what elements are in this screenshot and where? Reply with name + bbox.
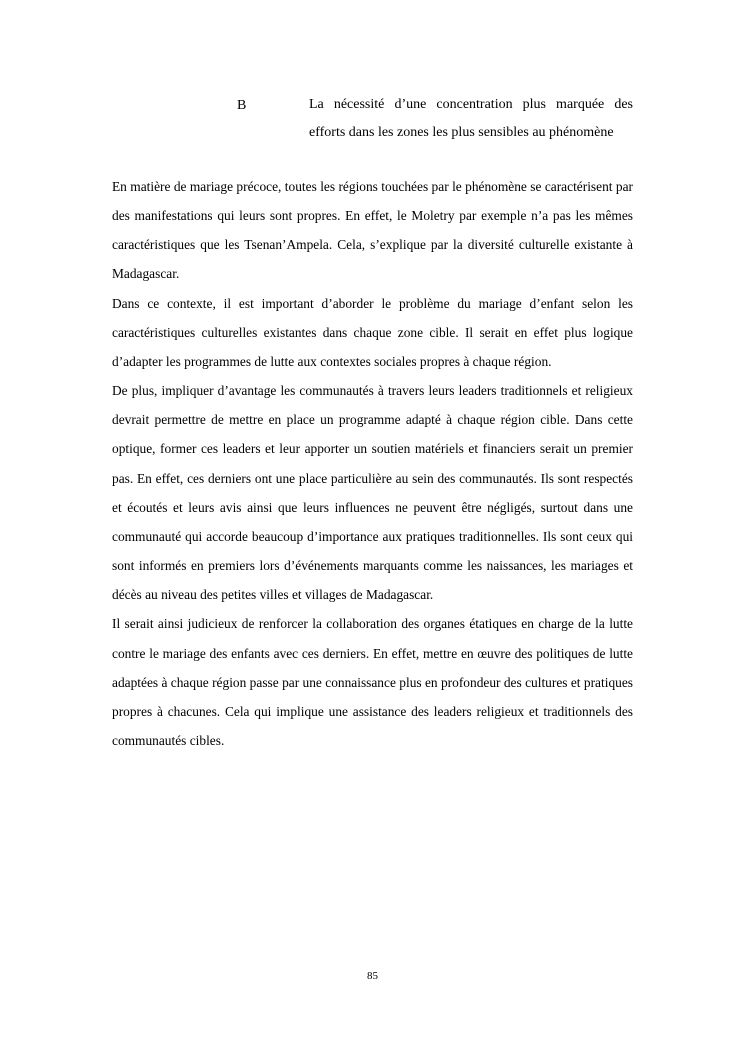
paragraph: Dans ce contexte, il est important d’aborder le problème du mariage d’enfant selon les caractéristiques culturelles existantes dans chaque zone cible. Il serait en effet plus logique d’adapter les programmes de lutte aux contextes sociales propres à chaque région.	[112, 295, 633, 369]
section-title: La nécessité d’une concentration plus marquée des efforts dans les zones les plus sensibles au phénomène	[309, 97, 633, 140]
body-text	[112, 172, 633, 755]
paragraph: De plus, impliquer d’avantage les communautés à travers leurs leaders traditionnels et religieux devrait permettre de mettre en place un programme adapté à chaque région cible. Dans cette optique, former ces leaders et leur apporter un soutien matériels et financiers serait un premier pas. En effet, ces derniers ont une place particulière au sein des communautés. Ils sont respectés et écoutés et leurs avis ainsi que leurs influences ne peuvent être négligés, surtout dans une communauté qui accorde beaucoup d’importance aux pratiques traditionnelles. Ils sont ceux qui sont informés en premiers lors d’événements marquants comme les naissances, les mariages et décès au niveau des petites villes et villages de Madagascar.	[112, 383, 633, 603]
page-number: 85	[367, 970, 378, 982]
section-letter: B	[237, 98, 247, 113]
section-heading	[0, 91, 745, 171]
paragraph: En matière de mariage précoce, toutes les régions touchées par le phénomène se caractérisent par des manifestations qui leurs sont propres. En effet, le Moletry par exemple n’a pas les mêmes caractéristiques que les Tsenan’Ampela. Cela, s’explique par la diversité culturelle existante à Madagascar.	[112, 179, 633, 282]
paragraph: Il serait ainsi judicieux de renforcer la collaboration des organes étatiques en charge de la lutte contre le mariage des enfants avec ces derniers. En effet, mettre en œuvre des politiques de lutte adaptées à chaque région passe par une connaissance plus en profondeur des cultures et pratiques propres à chacunes. Cela qui implique une assistance des leaders religieux et traditionnels des communautés cibles.	[112, 616, 633, 748]
